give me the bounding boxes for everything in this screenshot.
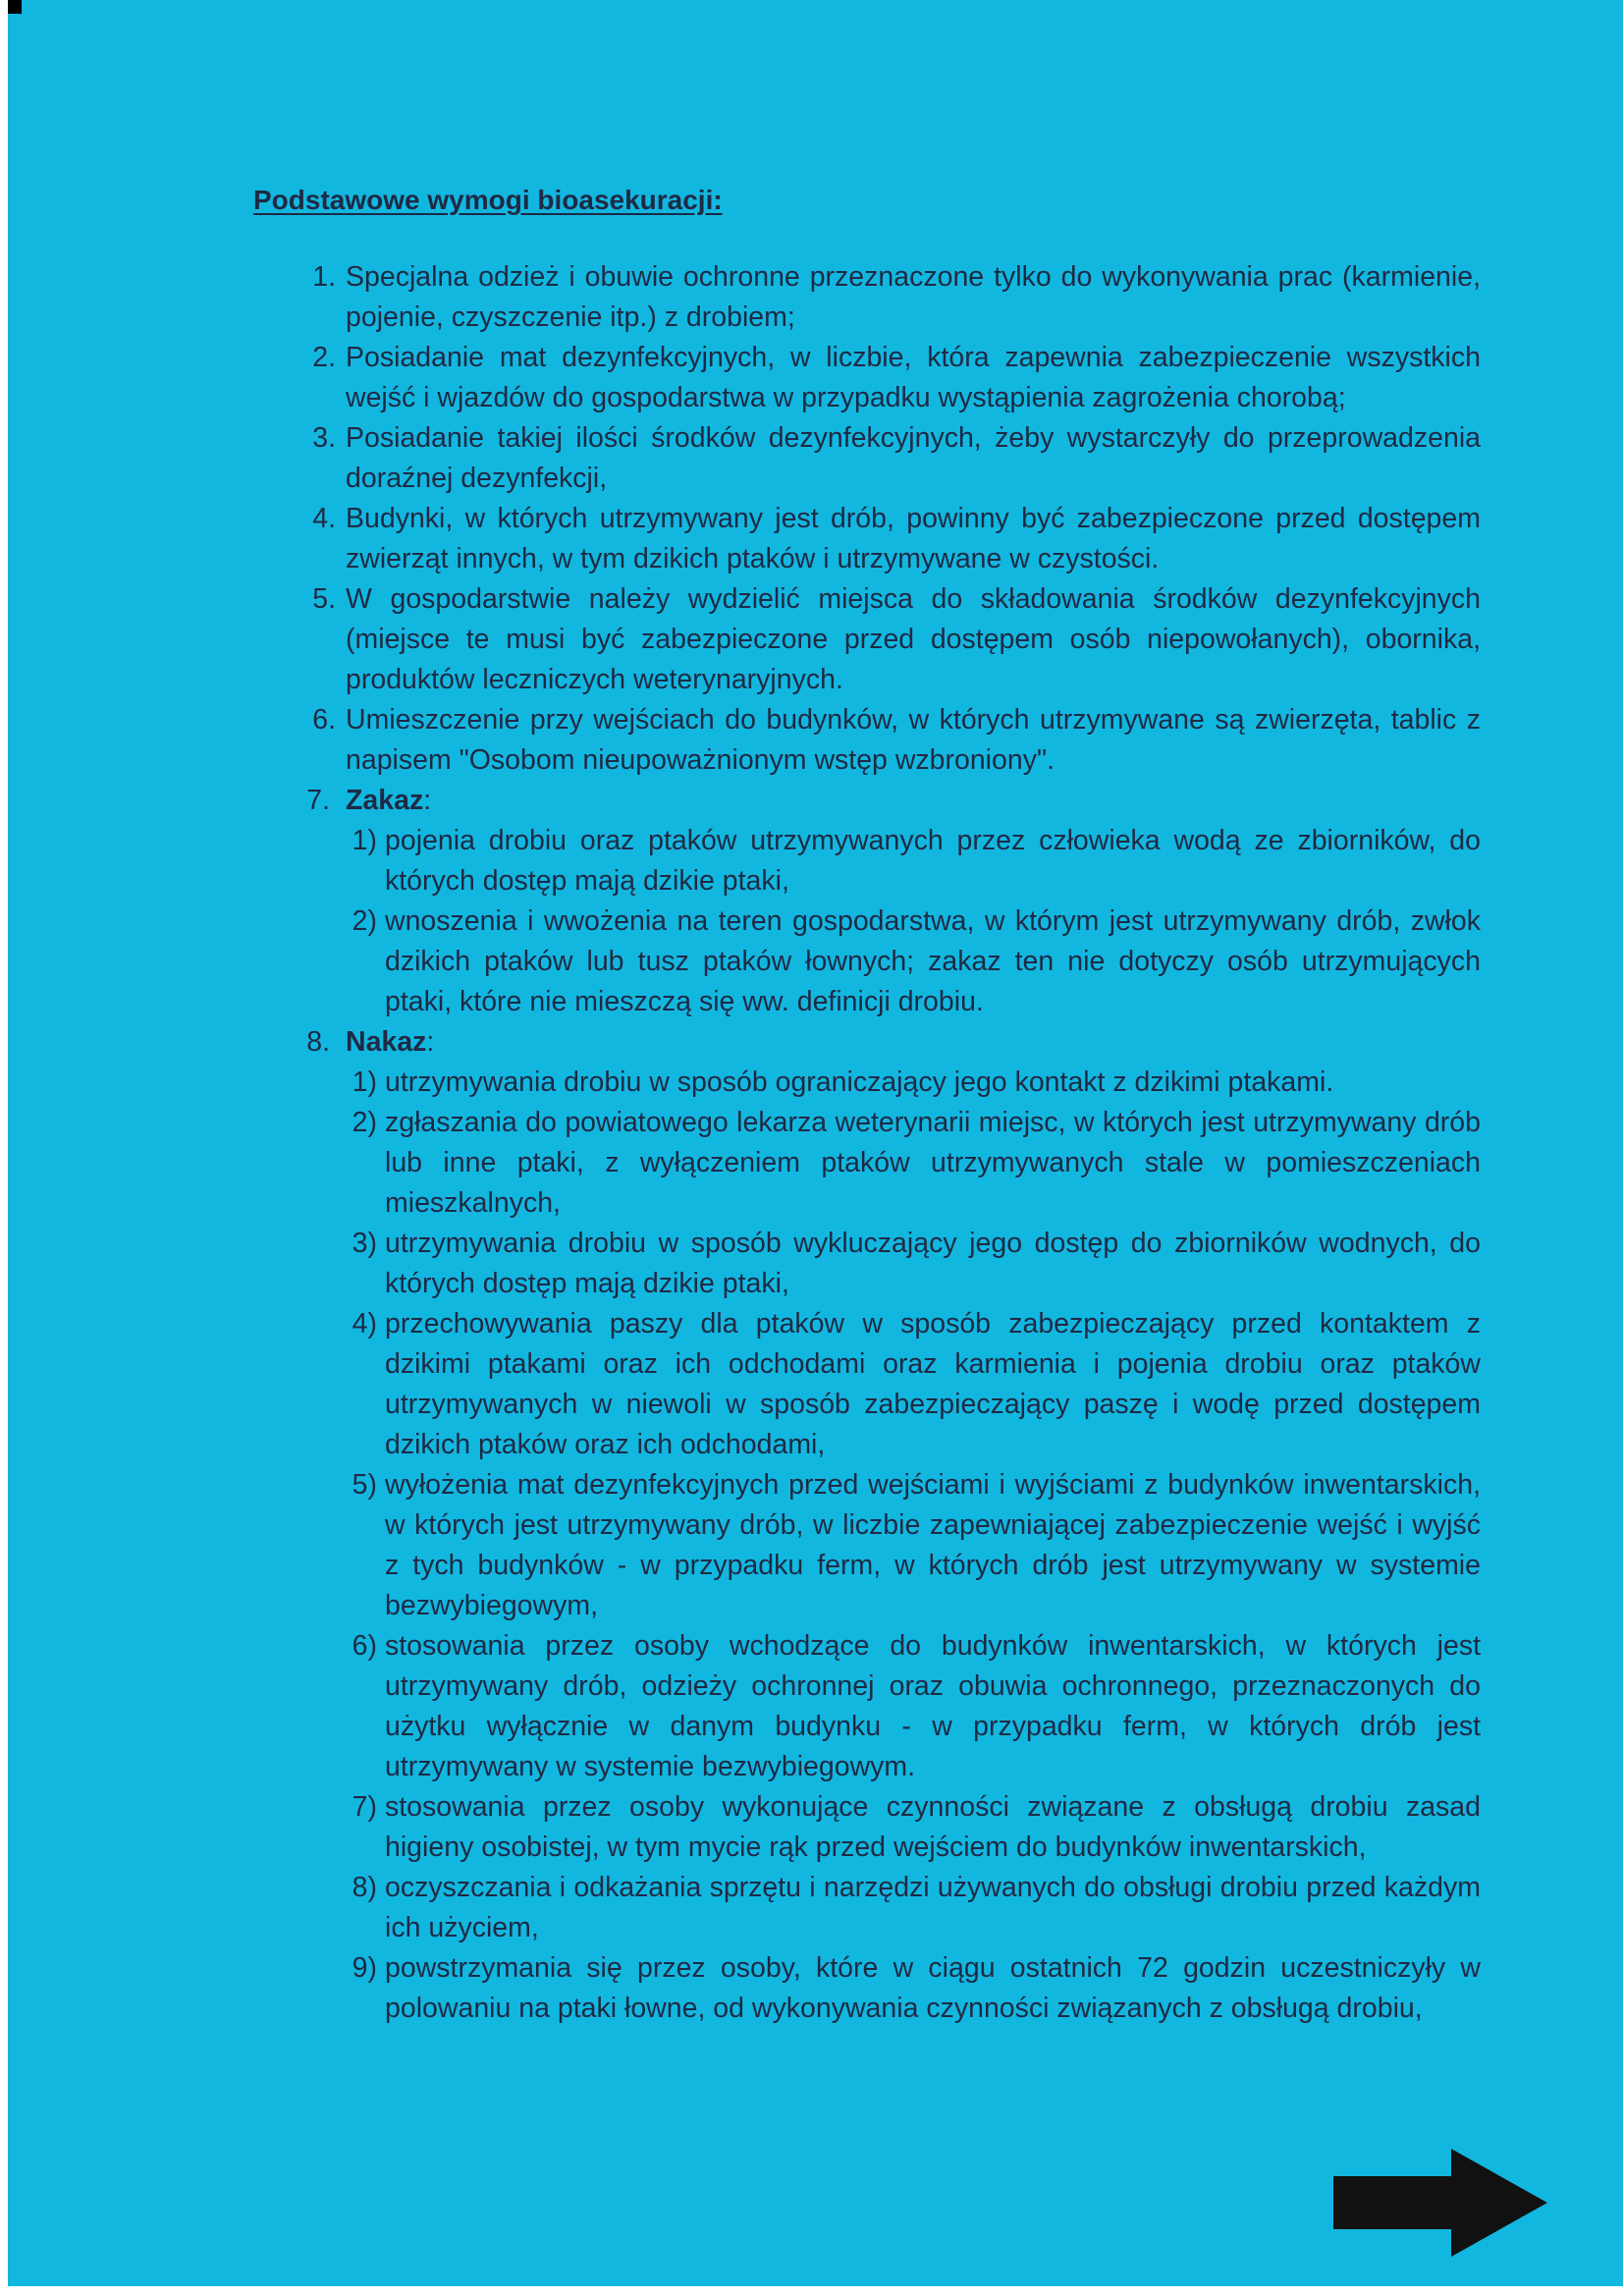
nakaz-item: [243, 1063, 1481, 1103]
nakaz-item: [243, 1868, 1481, 1948]
sub-item-number: 2): [352, 905, 377, 937]
item-number: 5.: [312, 583, 336, 615]
sub-item-number: 8): [352, 1872, 377, 1903]
sub-item-text: wnoszenia i wwożenia na teren gospodarstwa, w którym jest utrzymywany drób, zwłok dzikich ptaków lub tusz ptaków łownych; zakaz ten nie dotyczy osób utrzymujących ptaki, które nie mieszczą się ww. definicji drobiu.: [385, 905, 1481, 1017]
item-number: 8.: [306, 1026, 330, 1058]
nakaz-item: [243, 1103, 1481, 1224]
sub-item-text: stosowania przez osoby wykonujące czynności związane z obsługą drobiu zasad higieny osobistej, w tym mycie rąk przed wejściem do budynków inwentarskich,: [385, 1791, 1481, 1863]
nakaz-heading-text: Nakaz: [346, 1026, 427, 1058]
list-item: [243, 579, 1481, 700]
zakaz-heading: [243, 781, 1481, 821]
item-text: Specjalna odzież i obuwie ochronne przeznaczone tylko do wykonywania prac (karmienie, pojenie, czyszczenie itp.) z drobiem;: [346, 261, 1481, 333]
item-number: 1.: [312, 261, 336, 293]
zakaz-colon: :: [423, 785, 432, 816]
item-number: 3.: [312, 422, 336, 454]
nakaz-item: [243, 1787, 1481, 1868]
item-text: Posiadanie mat dezynfekcyjnych, w liczbie, która zapewnia zabezpieczenie wszystkich wejść i wjazdów do gospodarstwa w przypadku wystąpienia zagrożenia chorobą;: [346, 342, 1481, 413]
list-item: [243, 499, 1481, 579]
sub-item-number: 3): [352, 1228, 377, 1259]
sub-item-text: utrzymywania drobiu w sposób wykluczający jego dostęp do zbiorników wodnych, do których dostęp mają dzikie ptaki,: [385, 1228, 1481, 1299]
arrow-right-shape: [1333, 2149, 1547, 2257]
item-text: Posiadanie takiej ilości środków dezynfekcyjnych, żeby wystarczyły do przeprowadzenia doraźnej dezynfekcji,: [346, 422, 1481, 494]
zakaz-heading-text: Zakaz: [346, 785, 424, 816]
item-number: 7.: [306, 785, 330, 816]
sub-item-number: 4): [352, 1308, 377, 1339]
sub-item-number: 9): [352, 1952, 377, 1984]
sub-item-number: 2): [352, 1107, 377, 1138]
arrow-right-icon: [1333, 2149, 1547, 2257]
sub-item-text: pojenia drobiu oraz ptaków utrzymywanych przez człowieka wodą ze zbiorników, do których dostęp mają dzikie ptaki,: [385, 825, 1481, 897]
sub-item-text: utrzymywania drobiu w sposób ograniczający jego kontakt z dzikimi ptakami.: [385, 1066, 1334, 1098]
sub-item-text: przechowywania paszy dla ptaków w sposób zabezpieczający przed kontaktem z dzikimi ptakami oraz ich odchodami oraz karmienia i pojenia drobiu oraz ptaków utrzymywanych w niewoli w sposób zabezpieczający paszę i wodę przed dostępem dzikich ptaków oraz ich odchodami,: [385, 1308, 1481, 1460]
nakaz-item: [243, 1224, 1481, 1304]
list-item: [243, 700, 1481, 781]
sub-item-text: wyłożenia mat dezynfekcyjnych przed wejściami i wyjściami z budynków inwentarskich, w których jest utrzymywany drób, w liczbie zapewniającej zabezpieczenie wejść i wyjść z tych budynków - w przypadku ferm, w których drób jest utrzymywany w systemie bezwybiegowym,: [385, 1469, 1481, 1621]
item-text: Umieszczenie przy wejściach do budynków, w których utrzymywane są zwierzęta, tablic z napisem "Osobom nieupoważnionym wstęp wzbroniony".: [346, 704, 1481, 776]
item-number: 2.: [312, 342, 336, 373]
zakaz-item: [243, 902, 1481, 1022]
item-text: W gospodarstwie należy wydzielić miejsca do składowania środków dezynfekcyjnych (miejsce te musi być zabezpieczone przed dostępem osób niepowołanych), obornika, produktów leczniczych weterynaryjnych.: [346, 583, 1481, 695]
sub-item-number: 6): [352, 1630, 377, 1662]
sub-item-number: 1): [352, 825, 377, 856]
nakaz-item: [243, 1948, 1481, 2029]
nakaz-heading: [243, 1022, 1481, 1063]
list-item: [243, 418, 1481, 499]
nakaz-item: [243, 1626, 1481, 1787]
item-number: 4.: [312, 503, 336, 534]
scan-corner-mark: [8, 0, 22, 14]
sub-item-text: zgłaszania do powiatowego lekarza weterynarii miejsc, w których jest utrzymywany drób lub inne ptaki, z wyłączeniem ptaków utrzymywanych stale w pomieszczeniach mieszkalnych,: [385, 1107, 1481, 1219]
nakaz-item: [243, 1465, 1481, 1626]
sub-item-text: oczyszczania i odkażania sprzętu i narzędzi używanych do obsługi drobiu przed każdym ich użyciem,: [385, 1872, 1481, 1943]
nakaz-item: [243, 1304, 1481, 1465]
sub-item-text: powstrzymania się przez osoby, które w ciągu ostatnich 72 godzin uczestniczyły w polowaniu na ptaki łowne, od wykonywania czynności związanych z obsługą drobiu,: [385, 1952, 1481, 2024]
list-item: [243, 338, 1481, 418]
document-page: [8, 0, 1623, 2286]
requirements-list: [243, 257, 1481, 2029]
nakaz-colon: :: [426, 1026, 435, 1058]
sub-item-number: 7): [352, 1791, 377, 1823]
item-number: 6.: [312, 704, 336, 736]
zakaz-item: [243, 821, 1481, 902]
document-title: Podstawowe wymogi bioasekuracji:: [253, 185, 723, 215]
sub-item-number: 5): [352, 1469, 377, 1501]
sub-item-number: 1): [352, 1066, 377, 1098]
item-text: Budynki, w których utrzymywany jest drób, powinny być zabezpieczone przed dostępem zwierząt innych, w tym dzikich ptaków i utrzymywane w czystości.: [346, 503, 1481, 574]
list-item: [243, 257, 1481, 338]
sub-item-text: stosowania przez osoby wchodzące do budynków inwentarskich, w których jest utrzymywany drób, odzieży ochronnej oraz obuwia ochronnego, przeznaczonych do użytku wyłącznie w danym budynku - w przypadku ferm, w których drób jest utrzymywany w systemie bezwybiegowym.: [385, 1630, 1481, 1782]
